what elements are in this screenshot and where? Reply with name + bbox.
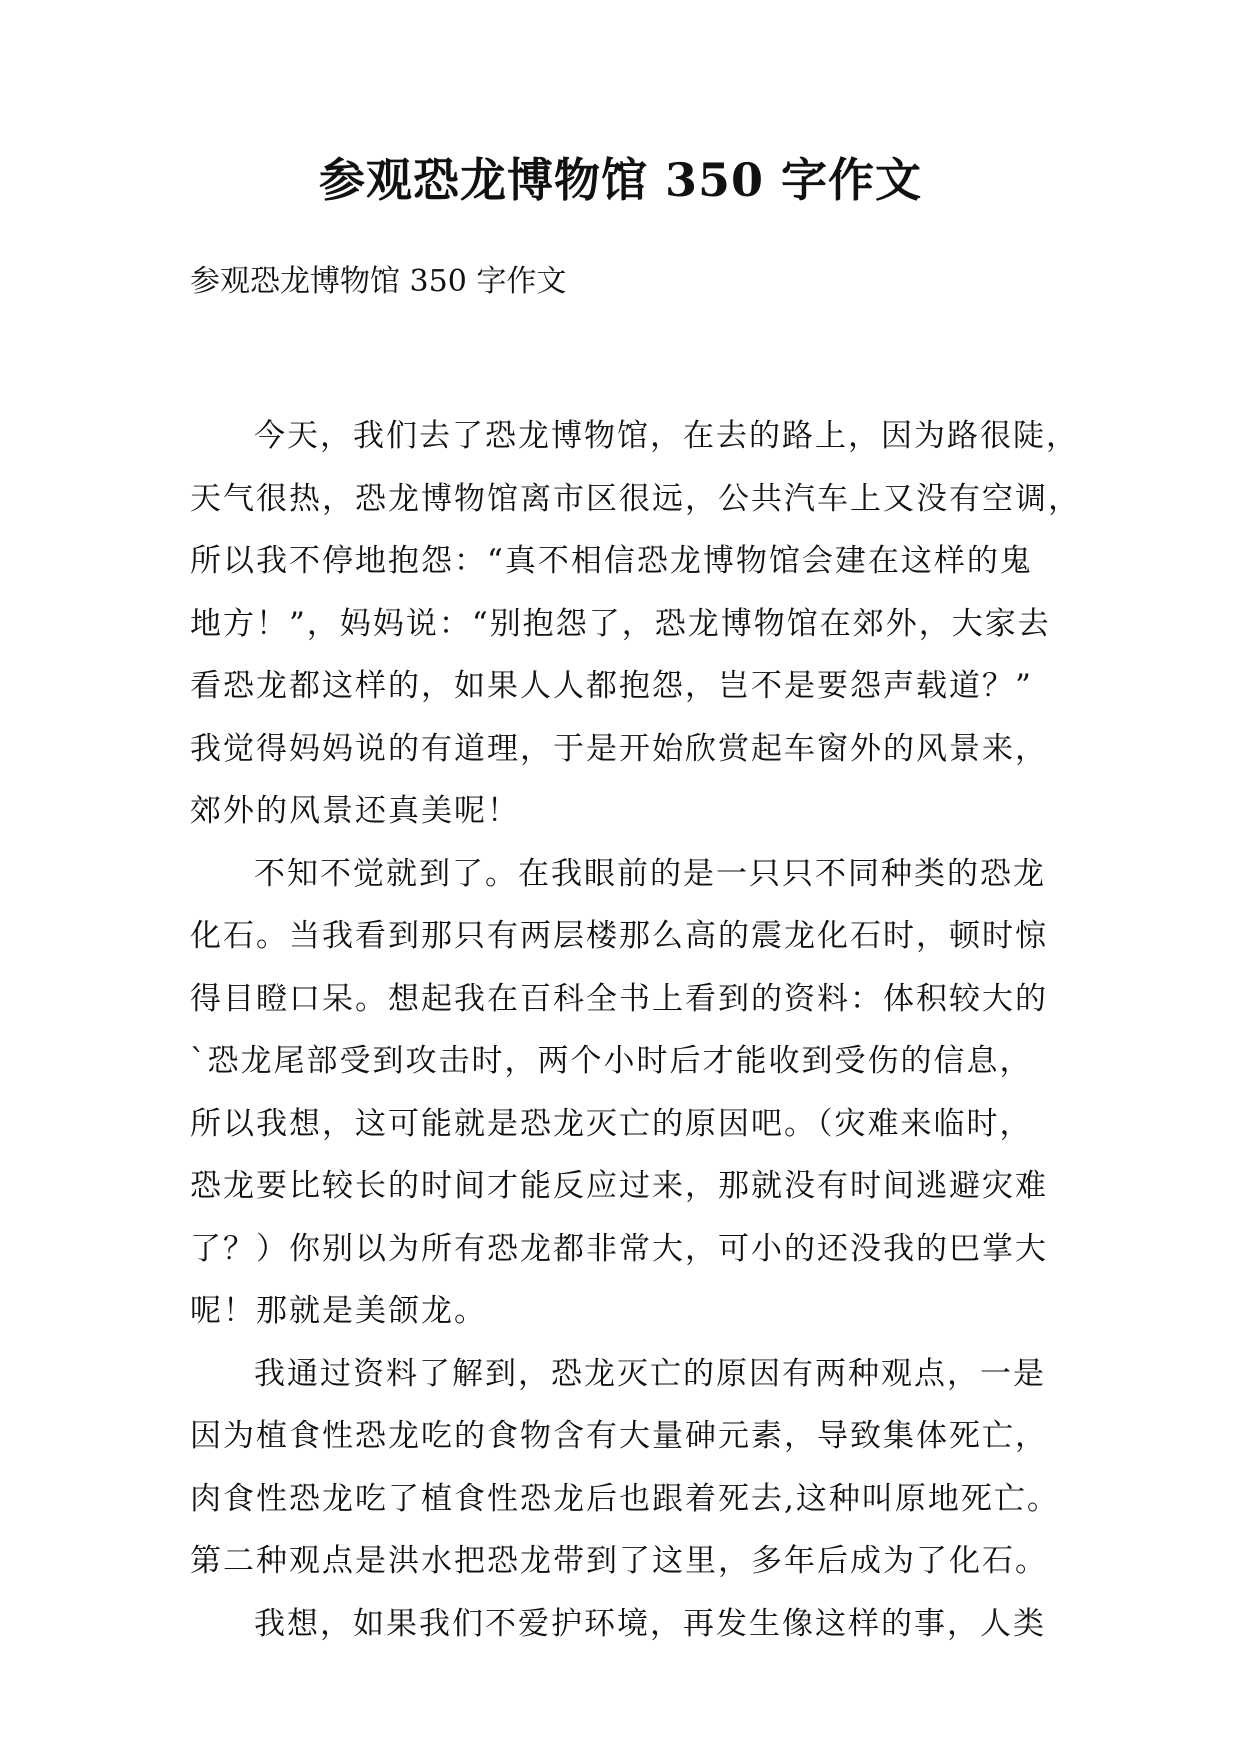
paragraph-4-line-1: 我想，如果我们不爱护环境，再发生像这样的事，人类: [254, 1605, 1046, 1642]
paragraph-1-line-7: 郊外的风景还真美呢！: [190, 793, 520, 829]
paragraph-1-line-1: 今天，我们去了恐龙博物馆，在去的路上，因为路很陡，: [254, 418, 1079, 454]
paragraph-2-line-3: 得目瞪口呆。想起我在百科全书上看到的资料：体积较大的: [190, 980, 1048, 1017]
paragraph-3-line-2: 因为植食性恐龙吃的食物含有大量砷元素，导致集体死亡，: [190, 1418, 1048, 1454]
paragraph-3-line-3: 肉食性恐龙吃了植食性恐龙后也跟着死去,这种叫原地死亡。: [190, 1480, 1060, 1517]
paragraph-3-line-1: 我通过资料了解到，恐龙灭亡的原因有两种观点，一是: [254, 1355, 1046, 1392]
paragraph-2-line-7: 了？）你别以为所有恐龙都非常大，可小的还没我的巴掌大: [190, 1230, 1048, 1267]
paragraph-2-line-8: 呢！那就是美颌龙。: [190, 1293, 487, 1329]
paragraph-2-line-6: 恐龙要比较长的时间才能反应过来，那就没有时间逃避灾难: [190, 1168, 1048, 1204]
paragraph-1-line-4: 地方！”，妈妈说：“别抱怨了，恐龙博物馆在郊外，大家去: [190, 605, 1051, 642]
document-subtitle: 参观恐龙博物馆 350 字作文: [190, 264, 567, 299]
paragraph-1-line-2: 天气很热，恐龙博物馆离市区很远，公共汽车上又没有空调，: [190, 480, 1081, 517]
paragraph-2-line-4: `恐龙尾部受到攻击时，两个小时后才能收到受伤的信息，: [190, 1043, 1033, 1079]
document-body: [190, 405, 1081, 1655]
paragraph-2-line-1: 不知不觉就到了。在我眼前的是一只只不同种类的恐龙: [254, 855, 1046, 892]
paragraph-3-line-4: 第二种观点是洪水把恐龙带到了这里，多年后成为了化石。: [190, 1543, 1048, 1579]
paragraph-1-line-5: 看恐龙都这样的，如果人人都抱怨，岂不是要怨声载道？”: [190, 668, 1033, 704]
paragraph-1-line-3: 所以我不停地抱怨：“真不相信恐龙博物馆会建在这样的鬼: [190, 543, 1033, 579]
document-title: 参观恐龙博物馆 350 字作文: [318, 153, 923, 207]
paragraph-2-line-5: 所以我想，这可能就是恐龙灭亡的原因吧。（灾难来临时，: [190, 1105, 1033, 1142]
paragraph-2-line-2: 化石。当我看到那只有两层楼那么高的震龙化石时，顿时惊: [190, 918, 1048, 954]
paragraph-1-line-6: 我觉得妈妈说的有道理，于是开始欣赏起车窗外的风景来，: [190, 730, 1048, 767]
